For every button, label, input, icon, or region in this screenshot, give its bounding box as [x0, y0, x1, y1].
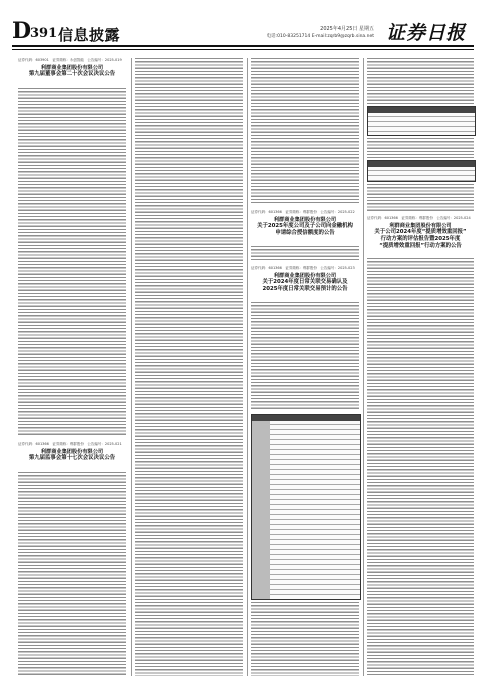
announcement-meta: 证券代码：601366 证券简称：利群股份 公告编号：2025-022: [251, 210, 355, 214]
page-number: 391: [30, 26, 58, 41]
announcement-header: [251, 266, 359, 293]
body-text: [367, 138, 474, 158]
announcement-title-line2: 申请综合授信额度的公告: [275, 230, 335, 236]
announcement-title-line2: 行动方案的评估报告暨2025年度: [380, 236, 461, 242]
announcement-meta: 证券代码：601366 证券简称：利群股份 公告编号：2025-023: [251, 266, 355, 270]
body-text: [251, 602, 359, 676]
announcement-meta: 证券代码：601366 证券简称：利群股份 公告编号：2025-024: [367, 216, 471, 220]
column-divider: [131, 58, 132, 676]
masthead: [0, 0, 484, 52]
company-name: 利群商业集团股份有限公司: [389, 223, 452, 229]
body-text: [251, 58, 359, 204]
announcement-header: [18, 58, 126, 78]
body-text: [251, 302, 359, 410]
body-text: [18, 88, 126, 436]
announcement-title-line2: 2025年度日常关联交易预计的公告: [262, 286, 348, 292]
contact-info: 电话:010-83251714 E-mail:zqrb9@zqrb.sina.net: [266, 34, 374, 39]
announcement-header: [367, 216, 474, 249]
body-text: [367, 58, 474, 104]
page-letter: D: [12, 18, 32, 44]
announcement-title: 关于2024年度日常关联交易确认及: [262, 279, 348, 286]
body-text: [18, 472, 126, 676]
company-name: 利群商业集团股份有限公司: [273, 217, 337, 223]
announcement-title-line3: “提质增效重回报”行动方案的公告: [379, 242, 462, 249]
announcement-meta: 证券代码：601366 证券简称：利群股份 公告编号：2025-021: [18, 442, 122, 446]
related-transaction-table: [251, 414, 361, 600]
data-table: [367, 106, 476, 136]
section-title: 信息披露: [58, 26, 121, 44]
body-text: [367, 258, 474, 676]
column-divider: [247, 58, 248, 676]
header-rule-thin: [12, 49, 474, 50]
table-header: [368, 161, 475, 167]
company-name: 利群商业集团股份有限公司: [273, 273, 337, 279]
announcement-header: [251, 210, 359, 237]
table-first-column: [252, 421, 270, 599]
body-text: [251, 246, 359, 262]
column-divider: [363, 58, 364, 676]
announcement-title: 关于公司2024年度“提质增效重回报”: [374, 229, 467, 236]
announcement-meta: 证券代码：603901 证券简称：永创智能 公告编号：2025-019: [18, 58, 122, 62]
body-text: [135, 58, 243, 676]
table-header: [368, 107, 475, 113]
header-rule: [12, 45, 474, 47]
newspaper-logo: 证券日报: [386, 22, 467, 44]
announcement-title: 关于2025年度公司及子公司向金融机构: [257, 223, 353, 230]
announcement-title: 第九届董事会第二十次会议决议公告: [28, 71, 116, 78]
data-table: [367, 160, 476, 182]
body-text: [367, 184, 474, 212]
announcement-header: [18, 442, 126, 462]
issue-date: 2025年4月25日 星期五: [320, 26, 374, 32]
announcement-title: 第九届监事会第十七次会议决议公告: [28, 455, 116, 462]
company-name: 利群商业集团股份有限公司: [40, 65, 104, 71]
company-name: 利群商业集团股份有限公司: [40, 449, 104, 455]
